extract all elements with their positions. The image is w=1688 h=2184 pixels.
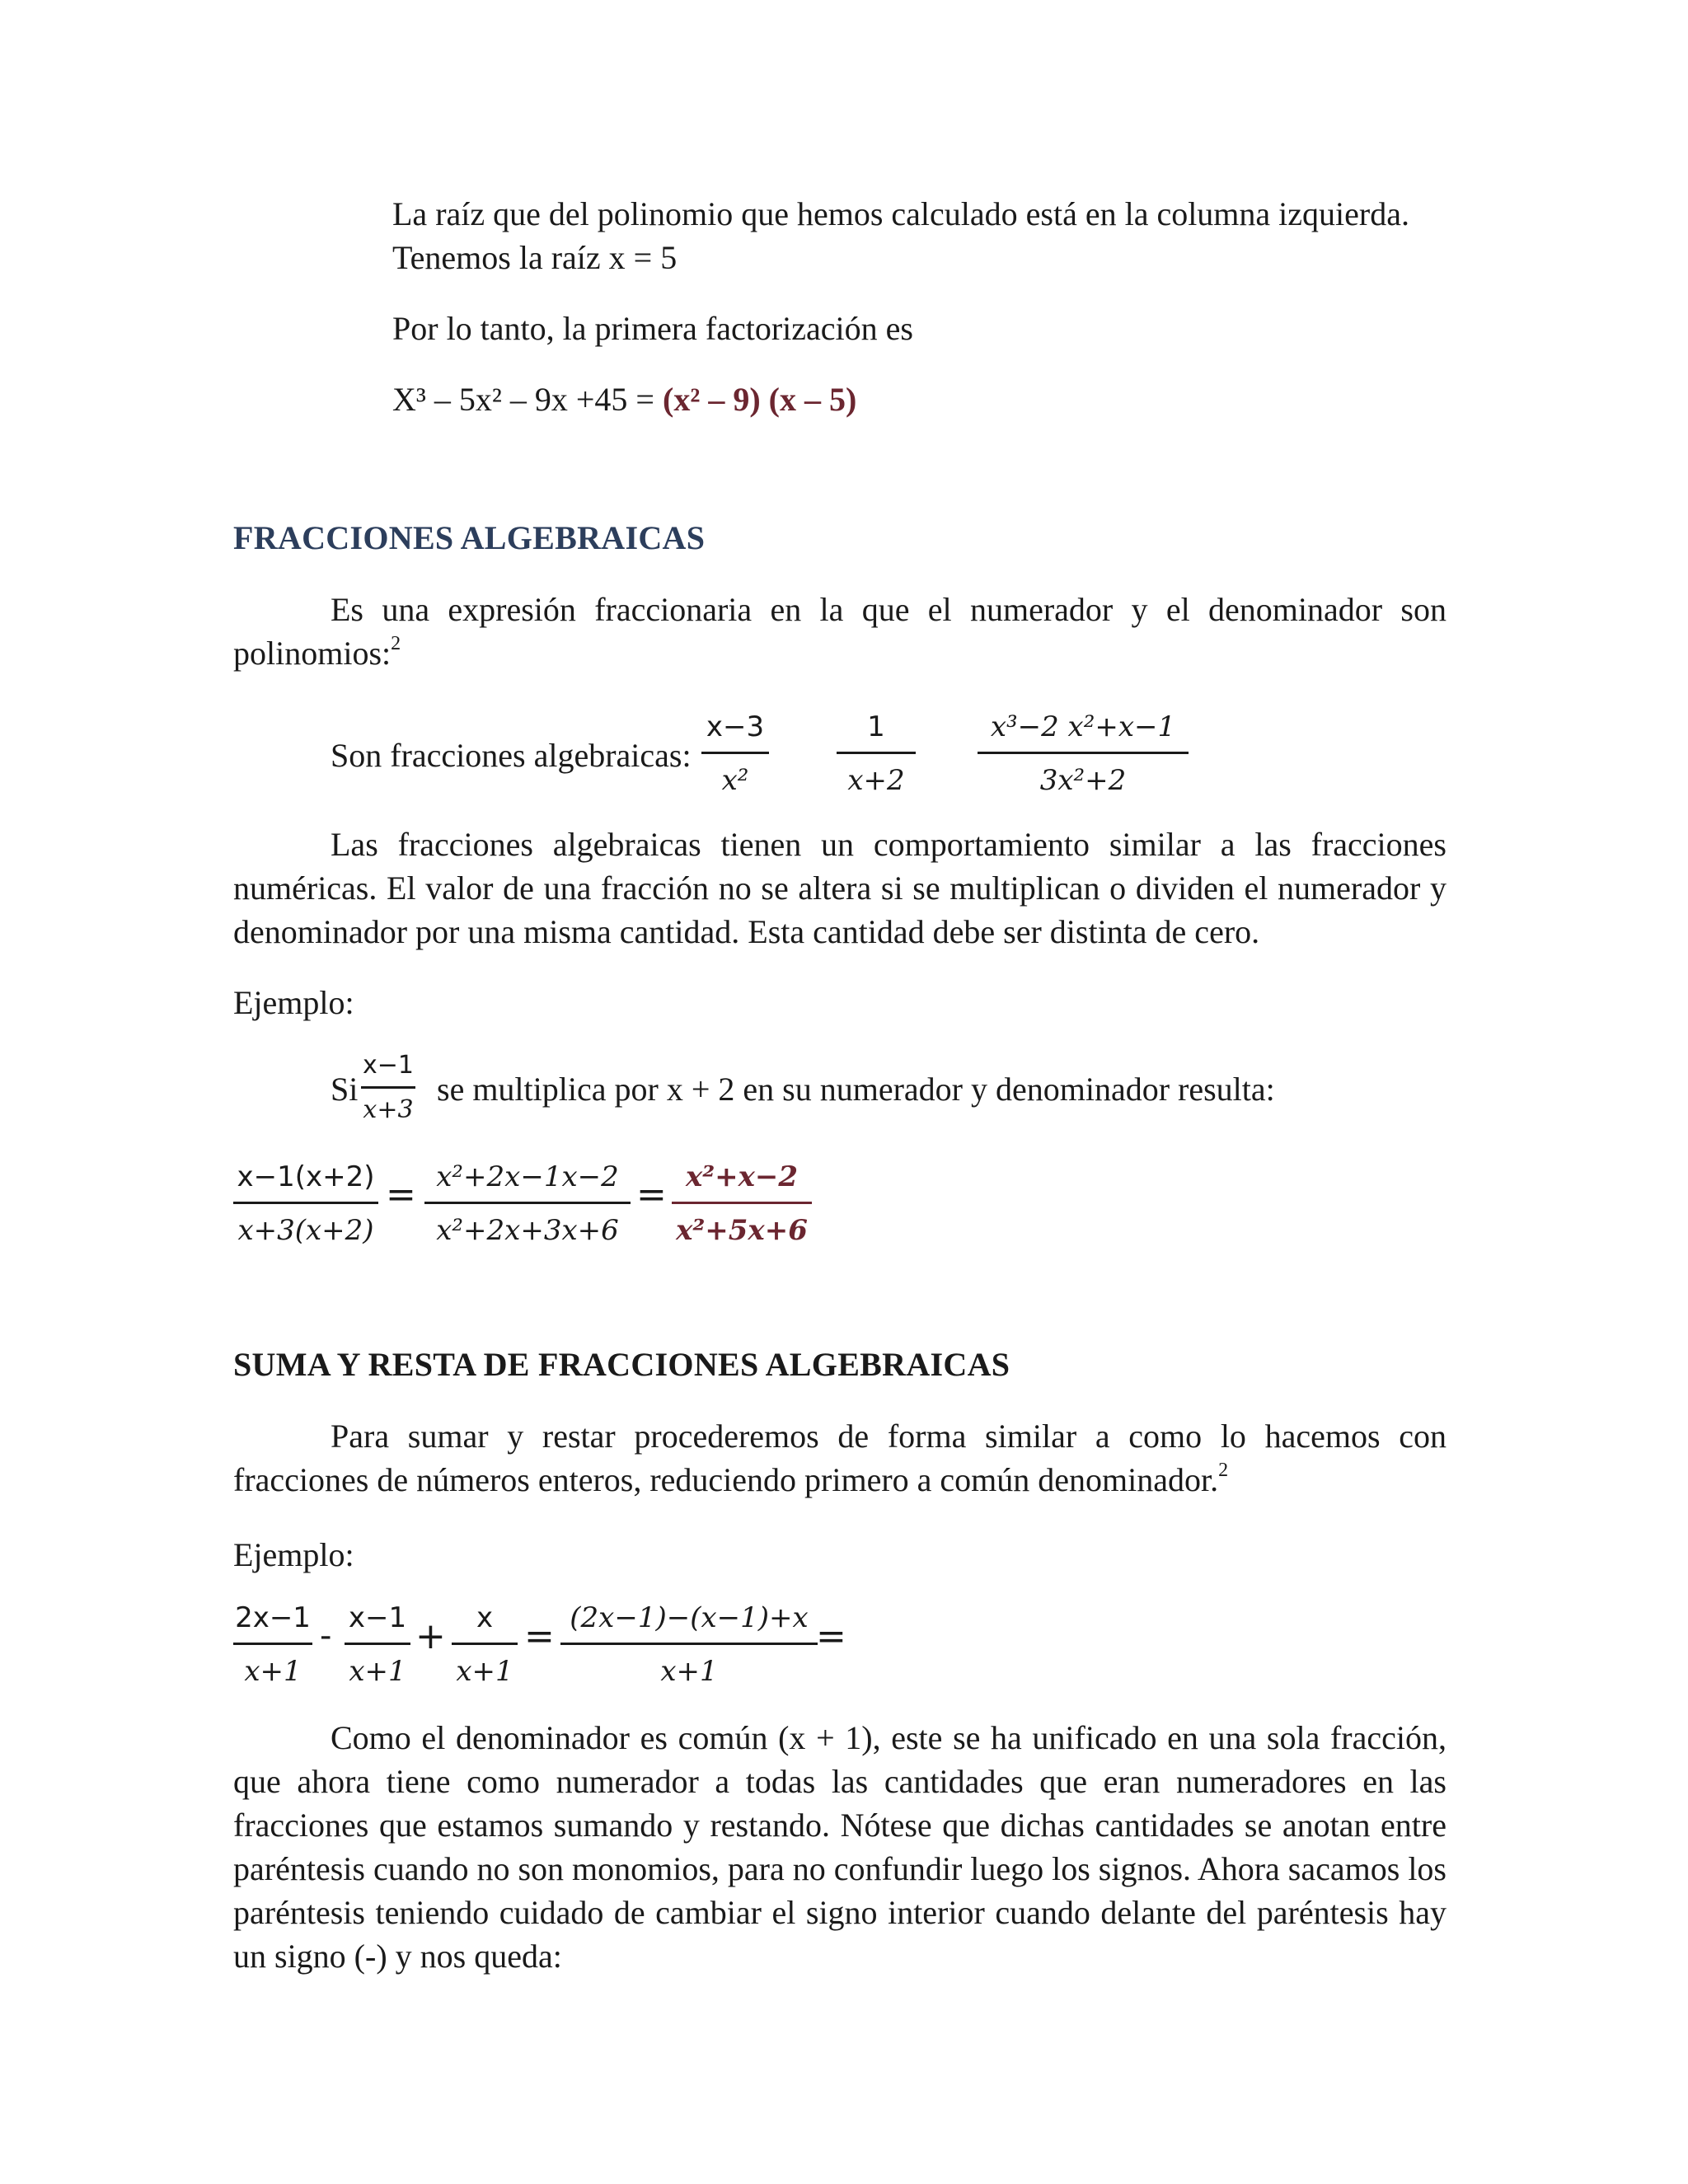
fraction-si	[361, 1051, 415, 1124]
numerator: 2x−1	[235, 1601, 311, 1634]
numerator: (2x−1)−(x−1)+x	[570, 1601, 809, 1634]
intro-line-2: Tenemos la raíz x = 5	[392, 239, 678, 276]
section-heading-suma-resta: SUMA Y RESTA DE FRACCIONES ALGEBRAICAS	[233, 1346, 1010, 1383]
denominator: x+3(x+2)	[233, 1202, 378, 1247]
denominator: x²+2x+3x+6	[424, 1202, 631, 1247]
numerator: x²+x−2	[685, 1160, 799, 1193]
fraction-example-3	[978, 710, 1189, 797]
chain-fraction-1	[233, 1160, 378, 1247]
paragraph-definition	[233, 588, 1447, 675]
equals-sign: =	[386, 1174, 416, 1216]
definition-text: Es una expresión fraccionaria en la que el numerador y el denominador son polinomios:	[233, 591, 1447, 672]
denominator: x²	[701, 752, 769, 797]
sum-fraction-1	[233, 1601, 312, 1688]
footnote-ref: 2	[1218, 1460, 1229, 1481]
paragraph-sum-intro	[233, 1414, 1447, 1502]
plus-sign: +	[415, 1615, 446, 1657]
equation-left: X³ – 5x² – 9x +45 =	[392, 381, 663, 418]
fraction-example-2	[837, 710, 916, 797]
intro-line-1: La raíz que del polinomio que hemos calculado está en la columna izquierda.	[392, 195, 1409, 232]
numerator: x−1	[363, 1051, 414, 1080]
numerator: x−1(x+2)	[237, 1160, 375, 1193]
intro-line-3: Por lo tanto, la primera factorización es	[392, 310, 913, 347]
numerator: x	[476, 1601, 494, 1634]
denominator: x+1	[560, 1643, 818, 1688]
example-label-1: Ejemplo:	[233, 984, 354, 1021]
factorization-equation	[392, 377, 1447, 421]
chain-fraction-result	[672, 1160, 812, 1247]
fraction-example-1	[701, 710, 769, 797]
denominator: 3x²+2	[978, 752, 1189, 797]
denominator: x+1	[233, 1643, 312, 1688]
footnote-ref: 2	[391, 633, 401, 654]
numerator: x³−2 x²+x−1	[990, 710, 1176, 743]
equation-result: (x² – 9) (x – 5)	[663, 381, 857, 418]
numerator: x²+2x−1x−2	[436, 1160, 619, 1193]
denominator: x+1	[345, 1643, 410, 1688]
denominator: x+1	[452, 1643, 518, 1688]
paragraph-behavior: Las fracciones algebraicas tienen un comportamiento similar a las fracciones numéricas. El valor de una fracción no se altera si se multiplican o dividen el numerador y denominador por una misma cantidad. Esta cantidad debe ser distinta de cero.	[233, 826, 1447, 950]
denominator: x+2	[837, 752, 916, 797]
si-word: Si	[331, 1071, 359, 1108]
equals-sign: =	[524, 1615, 555, 1657]
minus-sign: -	[320, 1617, 332, 1655]
sum-fraction-combined	[560, 1601, 818, 1688]
equals-sign: =	[636, 1174, 667, 1216]
numerator: x−1	[348, 1601, 407, 1634]
denominator: x+3	[361, 1086, 415, 1124]
chain-fraction-2	[424, 1160, 631, 1247]
numerator: 1	[867, 710, 885, 743]
equals-sign: =	[816, 1615, 846, 1657]
examples-label: Son fracciones algebraicas:	[331, 737, 692, 774]
paragraph-sum-explanation: Como el denominador es común (x + 1), este se ha unificado en una sola fracción, que ahora tiene como numerador a todas las cantidades que eran numeradores en las fracciones que estamos sumando y restando. Nótese que dichas cantidades se anotan entre paréntesis cuando no son monomios, para no confundir luego los signos. Ahora sacamos los paréntesis teniendo cuidado de cambiar el signo interior cuando delante del paréntesis hay un signo (-) y nos queda:	[233, 1719, 1447, 1975]
sum-fraction-3	[452, 1601, 518, 1688]
sum-intro-text: Para sumar y restar procederemos de forma similar a como lo hacemos con fracciones de números enteros, reduciendo primero a común denominador.	[233, 1418, 1447, 1498]
sum-fraction-2	[345, 1601, 410, 1688]
numerator: x−3	[706, 710, 765, 743]
section-heading-fracciones: FRACCIONES ALGEBRAICAS	[233, 519, 706, 556]
denominator: x²+5x+6	[672, 1202, 812, 1247]
example-label-2: Ejemplo:	[233, 1536, 354, 1573]
si-text: se multiplica por x + 2 en su numerador y denominador resulta:	[437, 1071, 1275, 1108]
